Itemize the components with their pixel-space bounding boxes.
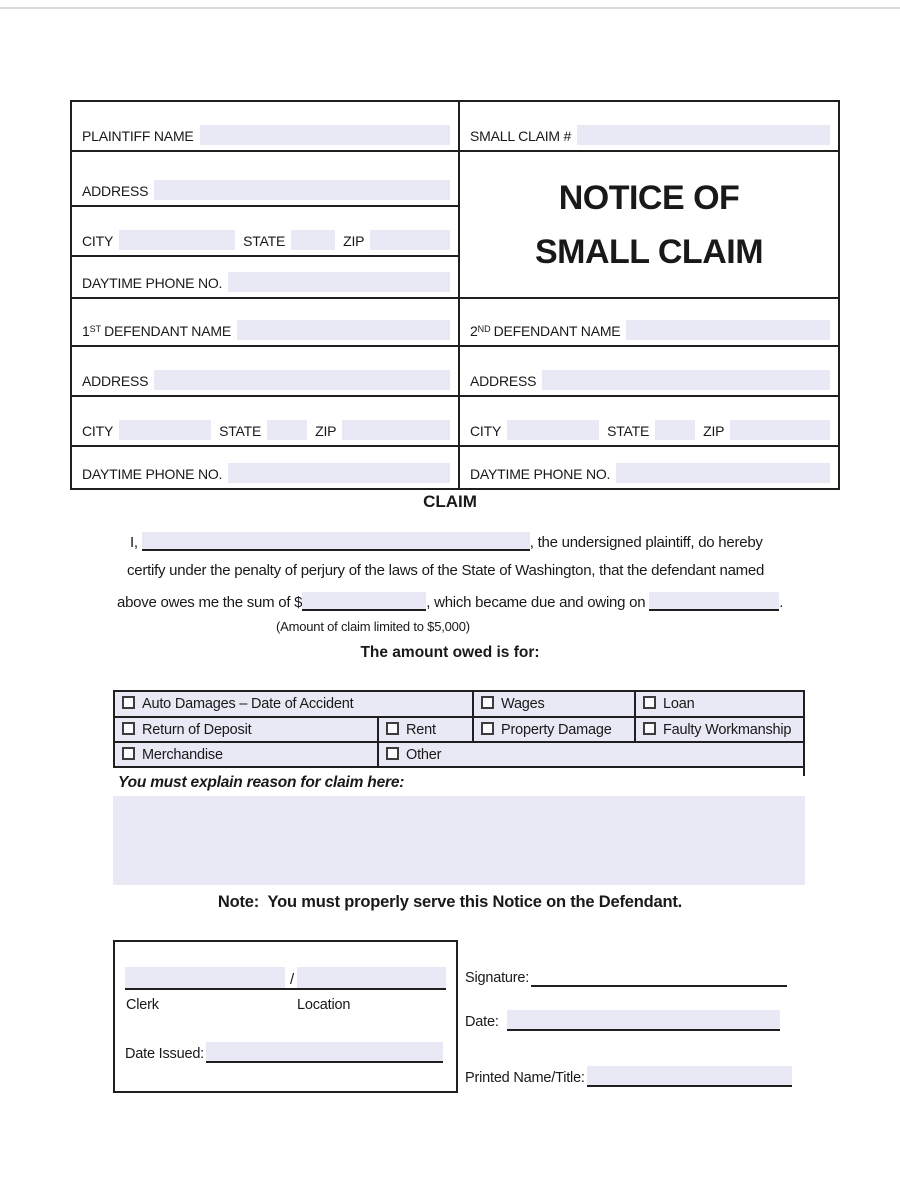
checkbox-icon[interactable]: [481, 722, 494, 735]
claim-reason-table: [113, 690, 805, 768]
checkbox-icon[interactable]: [643, 722, 656, 735]
small-claim-number-field[interactable]: [577, 125, 830, 145]
page-top-scan-line: [0, 7, 900, 9]
defendant2-num: 2: [470, 323, 478, 339]
checkbox-rent[interactable]: [377, 716, 472, 741]
checkbox-other[interactable]: [377, 741, 803, 766]
plaintiff-city-state-zip-cell: [72, 205, 458, 255]
plaintiff-name-cell: [72, 102, 458, 150]
defendant1-name-label: DEFENDANT NAME: [104, 323, 231, 339]
plaintiff-zip-label: ZIP: [343, 233, 365, 249]
explain-reason-label: You must explain reason for claim here:: [118, 774, 405, 791]
defendant1-num: 1: [82, 323, 90, 339]
defendant2-address-field[interactable]: [542, 370, 830, 390]
party-info-table: [70, 100, 840, 490]
signature-row: [465, 966, 787, 987]
checkbox-loan[interactable]: [634, 692, 803, 716]
slash-separator: /: [290, 971, 295, 988]
defendant2-city-label: CITY: [470, 423, 502, 439]
checkbox-label: Wages: [501, 696, 545, 712]
checkbox-icon[interactable]: [122, 747, 135, 760]
location-label: Location: [297, 997, 351, 1013]
clerk-box: [113, 940, 458, 1093]
date-label: Date:: [465, 1014, 499, 1030]
defendant1-city-label: CITY: [82, 423, 114, 439]
checkbox-icon[interactable]: [122, 696, 135, 709]
date-row: [465, 1010, 780, 1031]
defendant1-address-cell: [72, 345, 458, 395]
plaintiff-phone-label: DAYTIME PHONE NO.: [82, 275, 223, 291]
plaintiff-zip-field[interactable]: [370, 230, 450, 250]
defendant2-phone-field[interactable]: [616, 463, 830, 483]
date-issued-row: [125, 1042, 443, 1063]
claim-sum-prefix: above owes me the sum of $: [117, 594, 303, 611]
clerk-field[interactable]: [125, 967, 285, 988]
checkbox-label: Auto Damages – Date of Accident: [142, 696, 354, 712]
date-field[interactable]: [507, 1010, 780, 1031]
claim-limit-note: (Amount of claim limited to $5,000): [276, 619, 470, 634]
claim-sum-mid: , which became due and owing on: [426, 594, 646, 611]
checkbox-icon[interactable]: [386, 747, 399, 760]
defendant2-name-cell: [458, 297, 838, 345]
defendant1-city-state-zip-cell: [72, 395, 458, 445]
checkbox-label: Return of Deposit: [142, 721, 252, 738]
defendant2-address-cell: [458, 345, 838, 395]
defendant1-phone-field[interactable]: [228, 463, 450, 483]
checkbox-merchandise[interactable]: [115, 741, 377, 766]
checkbox-auto-damages[interactable]: [115, 692, 472, 716]
amount-owed-heading: The amount owed is for:: [360, 644, 540, 661]
defendant2-state-field[interactable]: [655, 420, 695, 440]
checkbox-property-damage[interactable]: [472, 716, 634, 741]
defendant2-zip-label: ZIP: [703, 423, 725, 439]
defendant1-ordinal: ST: [89, 324, 102, 334]
serve-notice-note: Note: You must properly serve this Notice on the Defendant.: [217, 893, 683, 911]
plaintiff-phone-cell: [72, 255, 458, 297]
defendant2-phone-label: DAYTIME PHONE NO.: [470, 466, 611, 482]
signature-label: Signature:: [465, 970, 530, 986]
form-title: [458, 150, 838, 297]
plaintiff-state-field[interactable]: [291, 230, 335, 250]
checkbox-icon[interactable]: [481, 696, 494, 709]
claim-intro-line: [130, 532, 763, 551]
claim-intro-prefix: I,: [130, 534, 138, 551]
clerk-location-line: [125, 964, 446, 990]
signature-line[interactable]: [531, 966, 787, 987]
defendant1-phone-cell: [72, 445, 458, 488]
defendant2-name-label: DEFENDANT NAME: [493, 323, 621, 339]
defendant1-name-field[interactable]: [237, 320, 450, 340]
plaintiff-address-label: ADDRESS: [82, 183, 149, 199]
claim-sum-end: .: [779, 594, 784, 611]
printed-name-label: Printed Name/Title:: [465, 1070, 585, 1086]
checkbox-faulty-workmanship[interactable]: [634, 716, 803, 741]
plaintiff-address-cell: [72, 150, 458, 205]
defendant1-state-label: STATE: [219, 423, 262, 439]
defendant1-address-label: ADDRESS: [82, 373, 149, 389]
claim-sum-line: [117, 592, 783, 611]
clerk-label: Clerk: [126, 997, 159, 1013]
claim-body-line: certify under the penalty of perjury of the laws of the State of Washington, that the defendant named: [127, 562, 765, 579]
defendant2-address-label: ADDRESS: [470, 373, 537, 389]
checkbox-label: Other: [406, 746, 442, 763]
defendant1-zip-label: ZIP: [315, 423, 337, 439]
defendant1-name-cell: [72, 297, 458, 345]
printed-name-field[interactable]: [587, 1066, 792, 1087]
form-title-line2: SMALL CLAIM: [534, 232, 764, 271]
defendant2-zip-field[interactable]: [730, 420, 830, 440]
claim-section-heading: CLAIM: [423, 492, 477, 511]
checkbox-return-of-deposit[interactable]: [115, 716, 377, 741]
defendant2-city-state-zip-cell: [458, 395, 838, 445]
location-field[interactable]: [297, 967, 446, 988]
claim-reason-textarea[interactable]: [113, 796, 805, 885]
checkbox-label: Property Damage: [501, 721, 612, 738]
plaintiff-signing-name-field[interactable]: [142, 532, 530, 551]
small-claim-number-label: SMALL CLAIM #: [470, 128, 572, 144]
checkbox-label: Merchandise: [142, 746, 223, 763]
defendant1-phone-label: DAYTIME PHONE NO.: [82, 466, 223, 482]
defendant1-state-field[interactable]: [267, 420, 307, 440]
plaintiff-name-field[interactable]: [200, 125, 450, 145]
claim-intro-suffix: , the undersigned plaintiff, do hereby: [529, 534, 763, 551]
small-claim-number-cell: [458, 102, 838, 150]
form-title-line1: NOTICE OF: [558, 178, 740, 217]
checkbox-label: Rent: [406, 721, 436, 738]
claim-due-date-field[interactable]: [649, 592, 779, 611]
plaintiff-phone-field[interactable]: [228, 272, 450, 292]
date-issued-field[interactable]: [206, 1042, 443, 1063]
checkbox-icon[interactable]: [643, 696, 656, 709]
table-end-tick: [803, 766, 805, 776]
defendant2-state-label: STATE: [607, 423, 650, 439]
plaintiff-city-label: CITY: [82, 233, 114, 249]
printed-name-row: [465, 1066, 792, 1087]
checkbox-icon[interactable]: [122, 722, 135, 735]
defendant1-city-field[interactable]: [119, 420, 211, 440]
checkbox-label: Loan: [663, 696, 695, 712]
plaintiff-address-field[interactable]: [154, 180, 450, 200]
defendant2-phone-cell: [458, 445, 838, 488]
plaintiff-city-field[interactable]: [119, 230, 235, 250]
defendant1-zip-field[interactable]: [342, 420, 450, 440]
plaintiff-name-label: PLAINTIFF NAME: [82, 128, 194, 144]
checkbox-label: Faulty Workmanship: [663, 721, 792, 738]
claim-amount-field[interactable]: [302, 592, 426, 611]
defendant2-city-field[interactable]: [507, 420, 599, 440]
defendant2-ordinal: ND: [477, 324, 491, 334]
defendant2-name-field[interactable]: [626, 320, 830, 340]
checkbox-icon[interactable]: [386, 722, 399, 735]
plaintiff-state-label: STATE: [243, 233, 286, 249]
defendant1-address-field[interactable]: [154, 370, 450, 390]
checkbox-wages[interactable]: [472, 692, 634, 716]
date-issued-label: Date Issued:: [125, 1046, 205, 1062]
